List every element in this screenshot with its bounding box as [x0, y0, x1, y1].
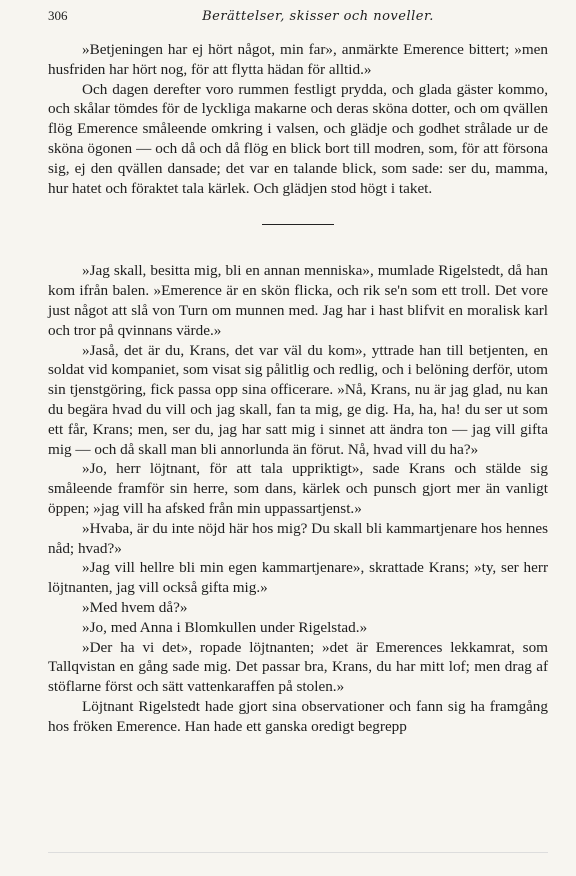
page-body — [48, 40, 548, 737]
page-header — [48, 0, 548, 38]
running-title: Berättelser, skisser och noveller. — [202, 9, 434, 24]
paragraph: Och dagen derefter voro rummen festligt prydda, och glada gäster kommo, och skålar tömdes för de lyckliga makarne och deras sköna dotter, och om qvällen flög Emerence småleende omkring i valsen, och glädje och godhet strålade ur de sköna ögonen — och då och då flög en blick bort till modren, som, för att försona sig, ej den qvällen dansade; det var en talande blick, som sade: ser du, mamma, hur hatet och föraktet tala kärlek. Och glädjen stod högt i taket. — [48, 80, 548, 197]
paragraph: »Jag vill hellre bli min egen kammartjenare», skrattade Krans; »ty, ser herr löjtnanten, jag vill också gifta mig.» — [48, 559, 548, 597]
paragraph: »Hvaba, är du inte nöjd här hos mig? Du skall bli kammartjenare hos hennes nåd; hvad?» — [48, 519, 548, 557]
paragraph: »Jo, herr löjtnant, för att tala uppriktigt», sade Krans och stälde sig småleende framför sin herre, som dans, kärlek och punsch gjort mer än vanligt öppen; »jag vill ha afsked från min uppassartjenst.» — [48, 460, 548, 517]
page-number: 306 — [48, 8, 68, 23]
paragraph: »Jag skall, besitta mig, bli en annan menniska», mumlade Rigelstedt, då han kom ifrån balen. »Emerence är en skön flicka, och rik se'n som ett troll. Det vore just något att slå von Turn om munnen med. Jag har i hast blifvit en moralisk karl och tror på qvinnans värde.» — [48, 262, 548, 339]
section-spacer — [48, 249, 548, 261]
paragraph: Löjtnant Rigelstedt hade gjort sina observationer och fann sig ha framgång hos fröken Emerence. Han hade ett ganska oredigt begrepp — [48, 697, 548, 735]
paragraph: »Betjeningen har ej hört något, min far», anmärkte Emerence bittert; »men husfriden har hört nog, för att flytta hädan för alltid.» — [48, 41, 548, 78]
page-bottom-edge — [48, 852, 548, 853]
section-divider — [262, 224, 334, 225]
paragraph: »Der ha vi det», ropade löjtnanten; »det är Emerences lekkamrat, som Tallqvistan en gång sade mig. Det passar bra, Krans, du har mitt lof; men drag af stöflarne först och sätt vattenkaraffen på stolen.» — [48, 638, 548, 696]
paragraph: »Med hvem då?» — [82, 598, 188, 616]
paragraph: »Jaså, det är du, Krans, det var väl du kom», yttrade han till betjenten, en soldat vid kompaniet, som visat sig pålitlig och redlig, och i belöning derför, utom sin tjenstgöring, fick passa opp sina officerare. »Nå, Krans, nu är jag glad, nu kan du begära hvad du vill och jag skall, fan ta mig, ge dig. Ha, ha, ha! du ser ut som ett får, Krans; men, ser du, jag har satt mig i sinnet att ändra ton — jag vill gifta mig — och då skall man bli annorlunda än förut. Nå, hvad vill du ha?» — [48, 341, 548, 458]
paragraph: »Jo, med Anna i Blomkullen under Rigelstad.» — [82, 618, 368, 636]
